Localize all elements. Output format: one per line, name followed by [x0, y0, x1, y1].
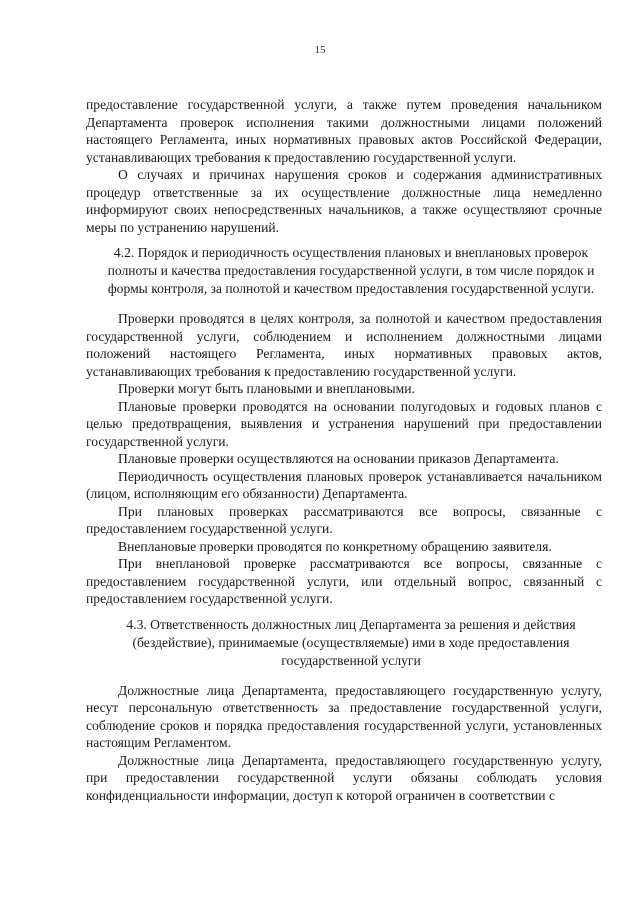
page-number: 15 [314, 44, 326, 56]
section-heading-4-2: 4.2. Порядок и периодичность осуществления плановых и внеплановых проверок полноты и качества предоставления государственной услуги, в том числе порядок и формы контроля, за полнотой и качеством предоставления государственной услуги. [107, 245, 595, 296]
paragraph: Внеплановые проверки проводятся по конкретному обращению заявителя. [118, 538, 552, 554]
paragraph: При плановых проверках рассматриваются все вопросы, связанные с предоставлением государственной услуги. [86, 503, 602, 536]
section-heading-4-3: 4.3. Ответственность должностных лиц Департамента за решения и действия (бездействие), принимаемые (осуществляемые) ими в ходе предоставления государственной услуги [126, 616, 576, 668]
paragraph: При внеплановой проверке рассматриваются все вопросы, связанные с предоставлением государственной услуги, или отдельный вопрос, связанный с предоставлением государственной услуги. [86, 556, 602, 606]
paragraph: Должностные лица Департамента, предоставляющего государственную услугу, при предоставлении государственной услуги обязаны соблюдать условия конфиденциальности информации, доступ к которой ограничен в соответствии с [86, 752, 602, 803]
document-body [86, 96, 602, 804]
paragraph: Должностные лица Департамента, предоставляющего государственную услугу, несут персональную ответственность за предоставление государственной услуги, соблюдение сроков и порядка предоставления государственной услуги, установленных настоящим Регламентом. [86, 682, 602, 750]
paragraph: Проверки проводятся в целях контроля, за полнотой и качеством предоставления государственной услуги, соблюдением и исполнением должностными лицами положений настоящего Регламента, иных нормативных правовых актов, устанавливающих требования к предоставлению государственной услуги. [86, 311, 602, 379]
paragraph: Плановые проверки осуществляются на основании приказов Департамента. [118, 451, 559, 466]
paragraph: Плановые проверки проводятся на основании полугодовых и годовых планов с целью предотвращения, выявления и устранения нарушений при предоставлении государственной услуги. [86, 398, 602, 449]
paragraph: предоставление государственной услуги, а также путем проведения начальником Департамента проверок исполнения такими должностными лицами положений настоящего Регламента, иных нормативных правовых актов Российской Федерации, устанавливающих требования к предоставлению государственной услуги. [86, 97, 602, 165]
paragraph: Периодичность осуществления плановых проверок устанавливается начальником (лицом, исполняющим его обязанности) Департамента. [86, 468, 602, 501]
paragraph: О случаях и причинах нарушения сроков и содержания административных процедур ответственные за их осуществление должностные лица немедленно информируют своих непосредственных начальников, а также осуществляют срочные меры по устранению нарушений. [86, 167, 602, 235]
paragraph: Проверки могут быть плановыми и внеплановыми. [118, 381, 415, 396]
